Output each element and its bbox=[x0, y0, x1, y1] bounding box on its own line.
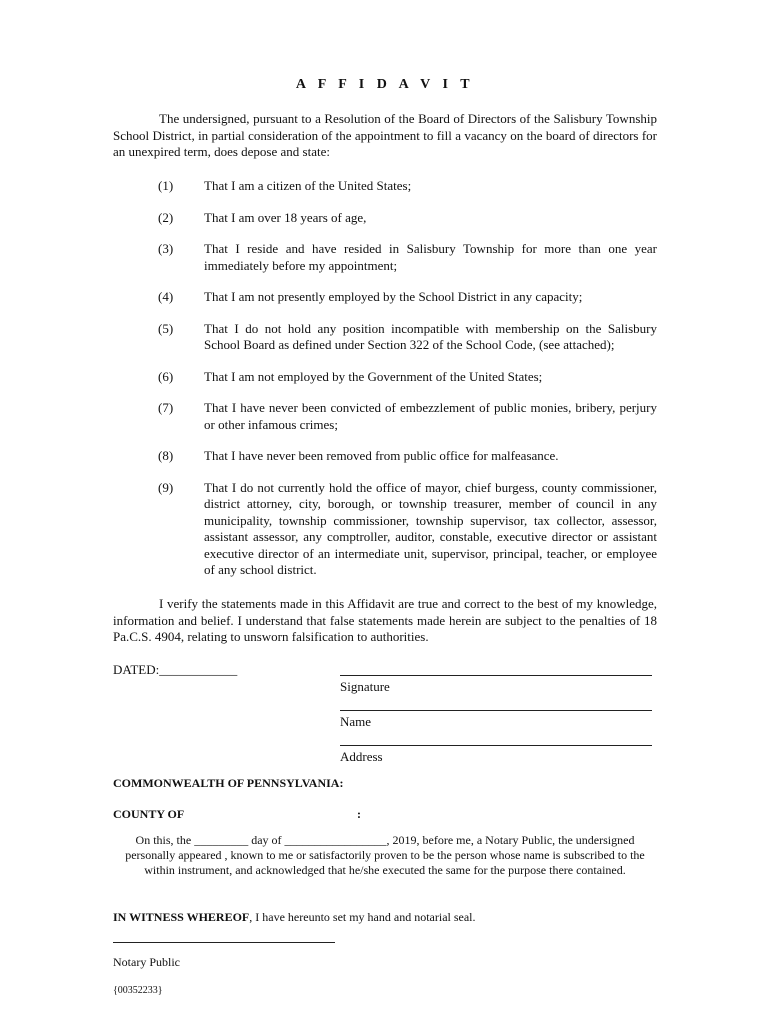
county-colon: : bbox=[357, 807, 361, 821]
name-label: Name bbox=[340, 714, 372, 729]
item-text: That I am not employed by the Government of the United States; bbox=[204, 368, 543, 384]
item-number: (4) bbox=[158, 289, 174, 304]
item-number: (9) bbox=[158, 479, 174, 495]
notary-public-label: Notary Public bbox=[113, 955, 180, 969]
list-item bbox=[0, 448, 770, 465]
list-item bbox=[0, 241, 770, 274]
dated-field[interactable]: DATED:____________ bbox=[113, 662, 238, 677]
signature-line[interactable] bbox=[340, 661, 652, 676]
item-text: That I do not hold any position incompatible with membership on the Salisbury School Board as defined under Section 322 of the School Code, (see attached); bbox=[204, 320, 657, 352]
list-item bbox=[0, 178, 770, 195]
signature-label: Signature bbox=[340, 679, 390, 694]
address-line[interactable] bbox=[340, 731, 652, 746]
notary-paragraph: On this, the _________ day of _________________, 2019, before me, a Notary Public, the undersigned personally appeared , known to me or satisfactorily proven to be the person whose name is subscribed to the within instrument, and acknowledged that he/she executed the same for the purpose there contained. bbox=[125, 833, 645, 877]
notary-signature-line[interactable] bbox=[113, 942, 335, 943]
county-heading: COUNTY OF bbox=[113, 807, 185, 821]
address-label: Address bbox=[340, 749, 383, 764]
list-item bbox=[0, 321, 770, 354]
item-number: (8) bbox=[158, 448, 174, 463]
item-number: (1) bbox=[158, 178, 174, 193]
item-text: That I have never been removed from public office for malfeasance. bbox=[204, 448, 559, 463]
item-number: (7) bbox=[158, 400, 174, 415]
item-number: (6) bbox=[158, 368, 174, 384]
list-item bbox=[0, 480, 770, 579]
name-line[interactable] bbox=[340, 696, 652, 711]
witness-statement bbox=[113, 909, 476, 926]
item-number: (5) bbox=[158, 320, 174, 336]
statement-list bbox=[0, 178, 770, 594]
item-text: That I reside and have resided in Salisbury Township for more than one year immediately before my appointment; bbox=[204, 241, 657, 273]
intro-paragraph: The undersigned, pursuant to a Resolution of the Board of Directors of the Salisbury Township School District, in partial consideration of the appointment to fill a vacancy on the board of directors for an unexpired term, does depose and state: bbox=[113, 111, 657, 159]
witness-rest: , I have hereunto set my hand and notarial seal. bbox=[249, 910, 476, 924]
list-item bbox=[0, 400, 770, 433]
item-text: That I am over 18 years of age, bbox=[204, 209, 367, 225]
commonwealth-heading: COMMONWEALTH OF PENNSYLVANIA: bbox=[113, 776, 344, 790]
document-number: {00352233} bbox=[113, 985, 163, 996]
item-text: That I do not currently hold the office of mayor, chief burgess, county commissioner, district attorney, city, borough, or township treasurer, member of council in any municipality, township commissioner, township supervisor, tax collector, assessor, assistant assessor, any comptroller, auditor, constable, executive director or assistant executive director of an intermediate unit, supervisor, principal, teacher, or employee of any school district. bbox=[204, 479, 657, 577]
verification-paragraph: I verify the statements made in this Affidavit are true and correct to the best of my knowledge, information and belief. I understand that false statements made herein are subject to the penalties of 18 Pa.C.S. 4904, relating to unsworn falsification to authorities. bbox=[113, 596, 657, 644]
list-item bbox=[0, 210, 770, 227]
list-item bbox=[0, 369, 770, 386]
item-number: (3) bbox=[158, 241, 174, 256]
list-item bbox=[0, 289, 770, 306]
document-title: A F F I D A V I T bbox=[295, 77, 475, 92]
signature-block bbox=[340, 661, 652, 766]
witness-bold: IN WITNESS WHEREOF bbox=[113, 910, 250, 924]
item-text: That I am not presently employed by the School District in any capacity; bbox=[204, 289, 583, 304]
item-text: That I am a citizen of the United States; bbox=[204, 178, 412, 193]
item-number: (2) bbox=[158, 209, 174, 225]
item-text: That I have never been convicted of embezzlement of public monies, bribery, perjury or other infamous crimes; bbox=[204, 400, 657, 432]
